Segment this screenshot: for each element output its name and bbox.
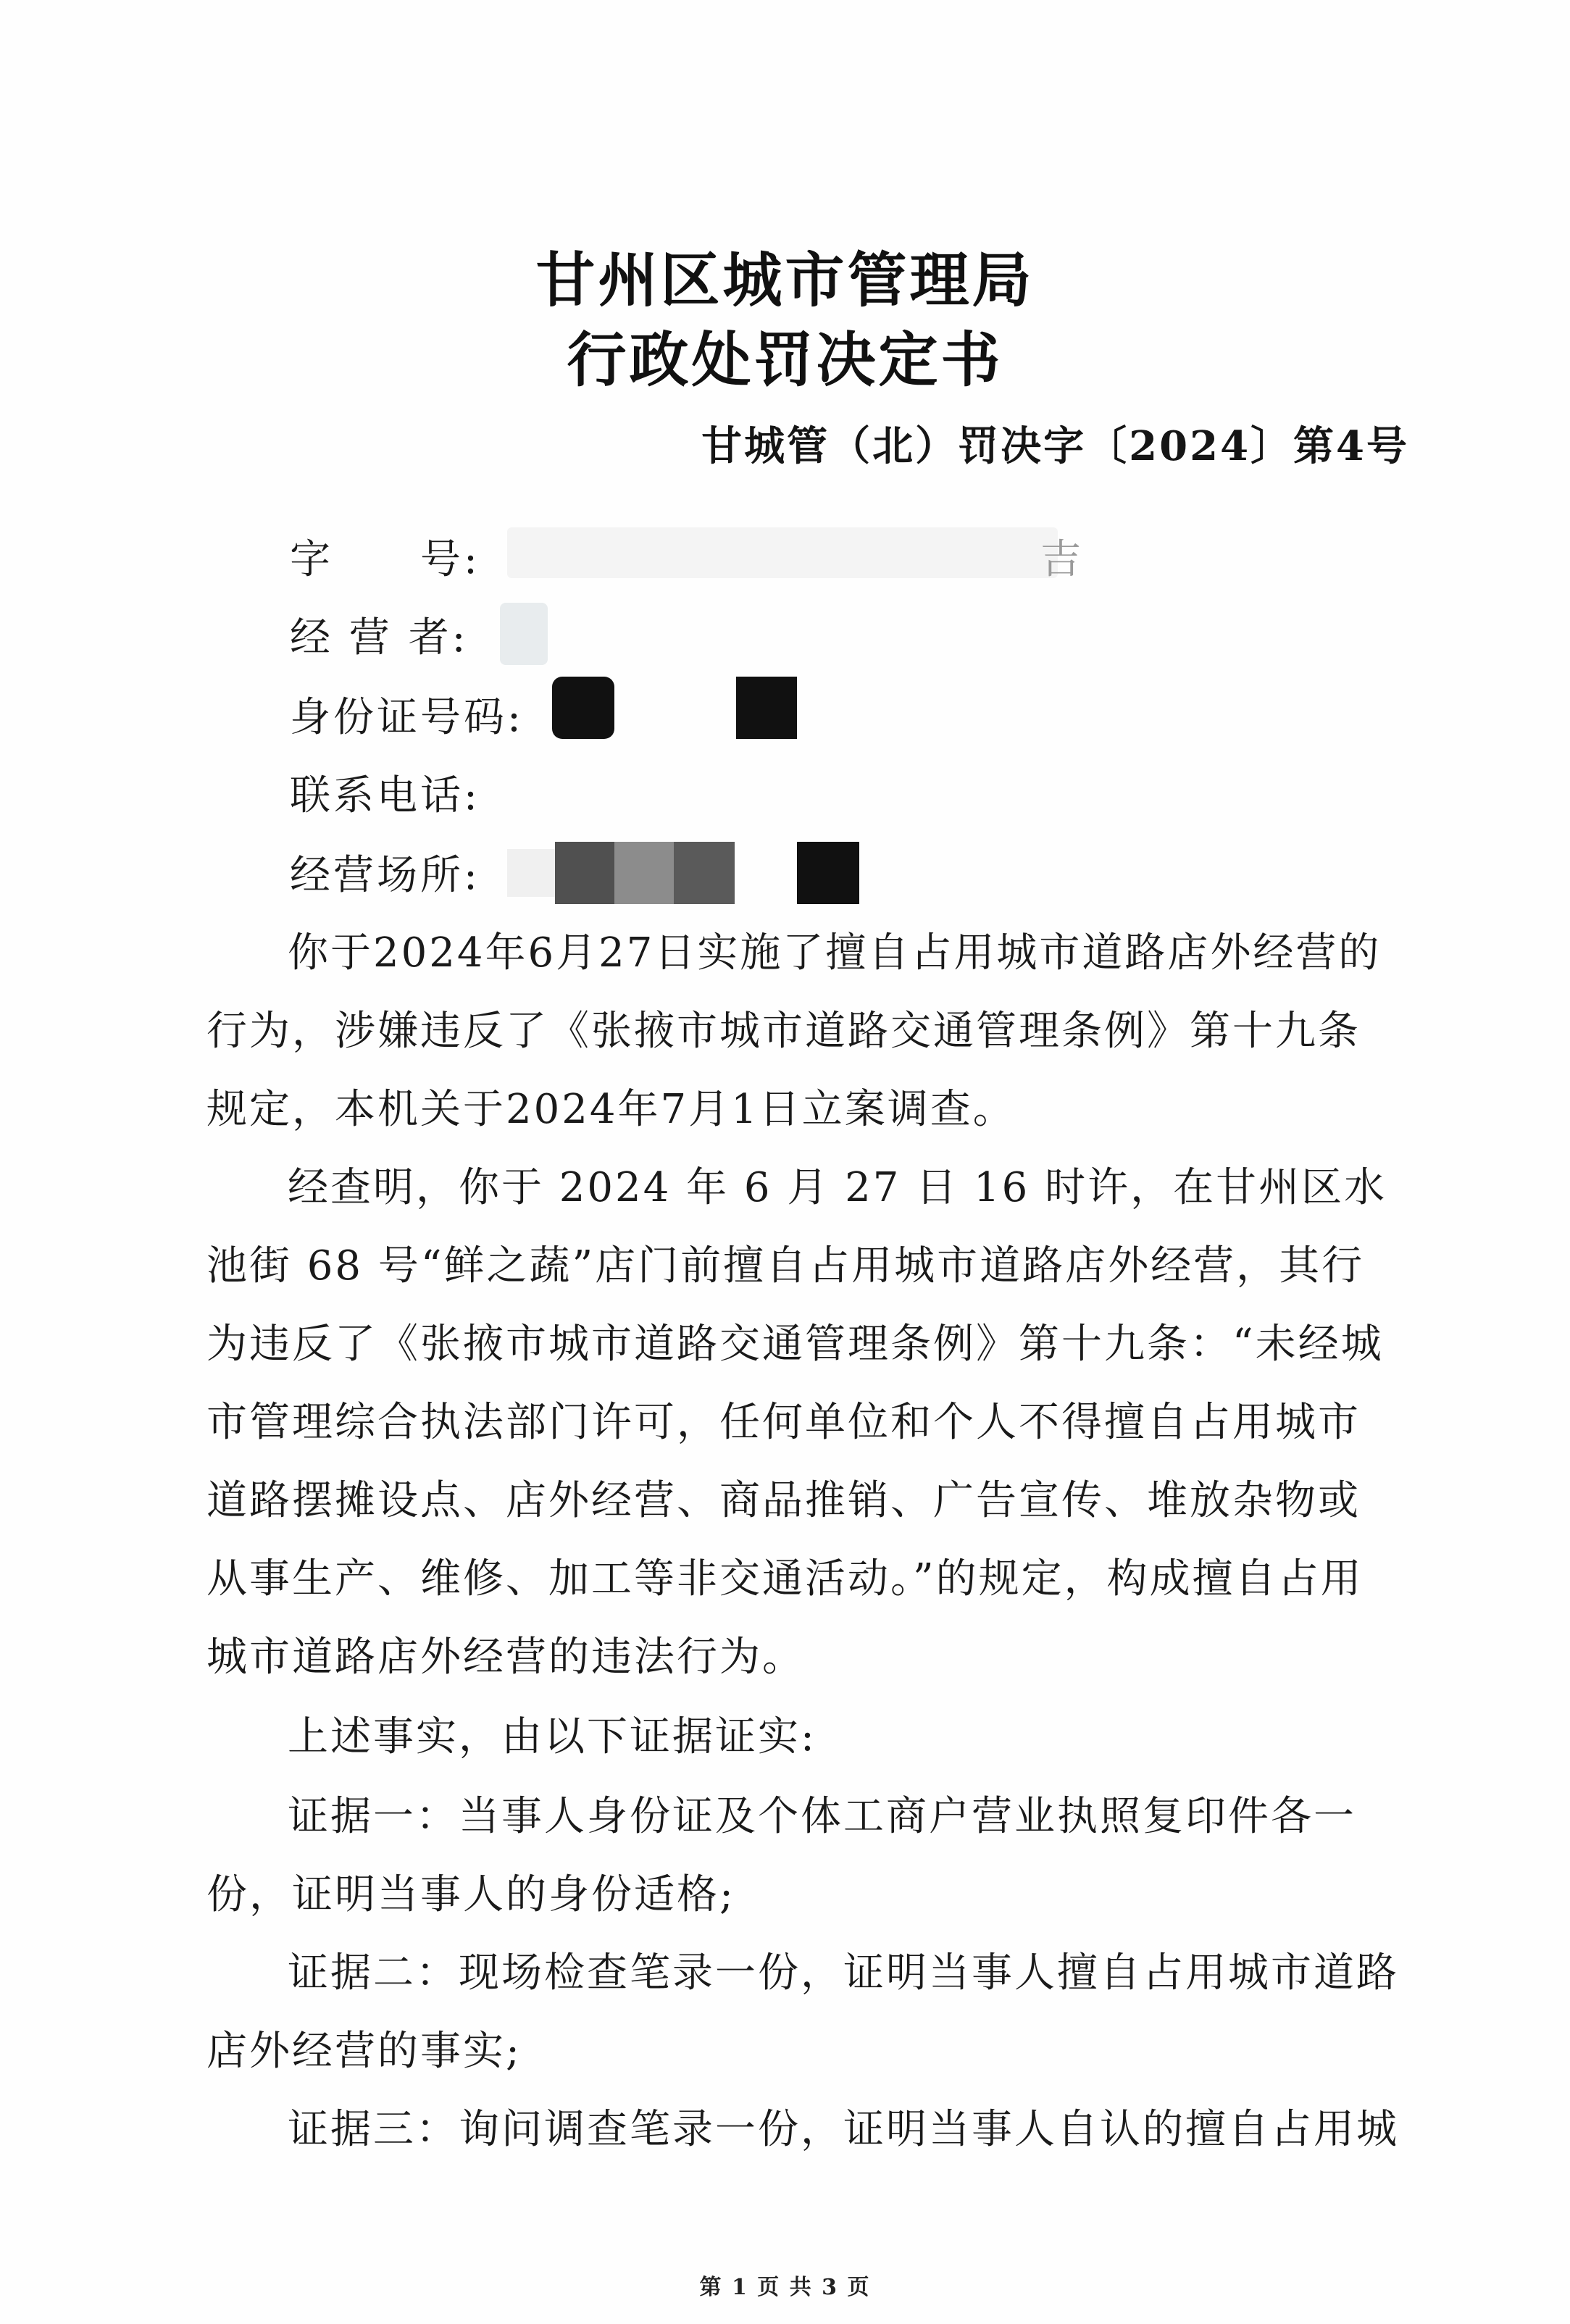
field-label-trade-name: 字 号:: [290, 536, 480, 583]
paragraph-evidence-1-text: 证据一：当事人身份证及个体工商户营业执照复印件各一份，证明当事人的身份适格;: [206, 1793, 1356, 1918]
paragraph-evidence-intro: [206, 1698, 1402, 1776]
field-label-business-place: 经营场所:: [290, 852, 480, 899]
paragraph-findings: [206, 1149, 1402, 1697]
paragraph-evidence-2: [206, 1934, 1402, 2091]
redaction-place-block-1: [555, 842, 614, 904]
trade-name-trailing-char: 吉: [1040, 536, 1081, 583]
paragraph-violation-summary: [206, 914, 1402, 1149]
paragraph-evidence-2-text: 证据二：现场检查笔录一份，证明当事人擅自占用城市道路店外经营的事实;: [206, 1949, 1399, 2075]
redaction-place-block-4: [797, 842, 859, 904]
field-label-operator: 经 营 者:: [290, 614, 469, 661]
document-number: 甘城管（北）罚决字〔2024〕第4号: [701, 422, 1409, 470]
redaction-trade-name: [507, 527, 1058, 578]
document-title-line2: 行政处罚决定书: [567, 325, 1003, 395]
field-label-id-number: 身份证号码:: [290, 694, 524, 741]
field-label-phone: 联系电话:: [290, 772, 480, 819]
redaction-id-block-2: [736, 677, 797, 739]
redaction-place-block-3: [674, 842, 735, 904]
redaction-id-block-1: [552, 677, 614, 739]
redaction-operator-name: [500, 603, 548, 665]
paragraph-evidence-3-text: 证据三：询问调查笔录一份，证明当事人自认的擅自占用城: [288, 2106, 1399, 2153]
paragraph-findings-text: 经查明，你于 2024 年 6 月 27 日 16 时许，在甘州区水池街 68 号“鲜之蔬”店门前擅自占用城市道路店外经营，其行为违反了《张掖市城市道路交通管理条例》第十九条：“未经城市管理综合执法部门许可，任何单位和个人不得擅自占用城市道路摆摊设点、店外经营、商品推销、广告宣传、堆放杂物或从事生产、维修、加工等非交通活动。”的规定，构成擅自占用城市道路店外经营的违法行为。: [206, 1164, 1387, 1681]
document-title-line1: 甘州区城市管理局: [535, 246, 1035, 315]
paragraph-evidence-1: [206, 1778, 1402, 1934]
page-indicator: 第 1 页 共 3 页: [699, 2275, 871, 2300]
redaction-place-blur: [507, 849, 555, 897]
paragraph-evidence-3: [206, 2091, 1402, 2169]
paragraph-evidence-intro-text: 上述事实，由以下证据证实:: [288, 1713, 817, 1760]
redaction-place-block-2: [614, 842, 674, 904]
paragraph-violation-summary-text: 你于2024年6月27日实施了擅自占用城市道路店外经营的行为，涉嫌违反了《张掖市城市道路交通管理条例》第十九条规定，本机关于2024年7月1日立案调查。: [206, 929, 1382, 1133]
